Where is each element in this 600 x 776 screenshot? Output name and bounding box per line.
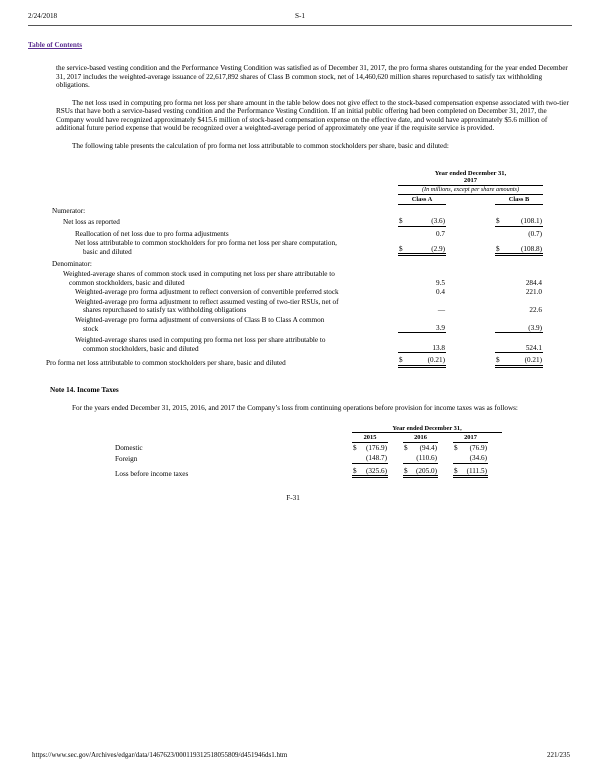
page-header [0, 0, 600, 25]
cell-value: 3.9 [436, 323, 445, 332]
page-body [46, 64, 576, 478]
table-row [115, 444, 576, 453]
paragraph-income-taxes-intro: For the years ended December 31, 2015, 2016, and 2017 the Company’s loss from continuing operations before provision for income taxes was as follows: [72, 404, 518, 413]
row-label: Domestic [115, 443, 143, 452]
row-label-text: Weighted-average pro forma adjustment to reflect assumed vesting of two-tier RSUs, net of shares repurchased to satisfy tax withholding obligations [75, 297, 339, 315]
cell-value: 221.0 [525, 288, 542, 297]
value-cell-class-b [495, 279, 543, 288]
cell-value: 524.1 [525, 343, 542, 352]
value-cell-class-b [495, 306, 543, 315]
dollar-sign: $ [496, 244, 500, 253]
cell-value: (108.8) [521, 244, 542, 253]
row-label [46, 239, 398, 256]
value-cell-2016 [403, 454, 438, 464]
row-label-text: Weighted-average shares used in computing pro forma net loss per share attributable to common stockholders, basic and diluted [75, 336, 326, 353]
year-header: 2016 [403, 434, 438, 443]
cell-value: (325.6) [366, 466, 387, 475]
dollar-sign: $ [404, 443, 408, 452]
value-cell-class-a [398, 288, 446, 297]
cell-value: (76.9) [469, 443, 487, 452]
value-cell-class-b [495, 356, 543, 368]
cell-value: (0.21) [427, 356, 445, 365]
cell-value: 0.4 [436, 288, 445, 297]
source-url: https://www.sec.gov/Archives/edgar/data/1467623/000119312518055809/d451946ds1.htm [32, 751, 288, 759]
value-cell-class-a [398, 230, 446, 239]
value-cell-class-a [398, 245, 446, 257]
row-label-text: Net loss attributable to common stockholders for pro forma net loss per share computation, basic and diluted [75, 239, 337, 256]
row-label-text: Denominator: [52, 260, 92, 269]
period-header-line2: 2017 [463, 176, 478, 184]
table-row [46, 270, 576, 287]
cell-value: (94.4) [419, 443, 437, 452]
row-label: Loss before income taxes [115, 469, 189, 478]
table-row [46, 239, 576, 256]
dollar-sign: $ [454, 443, 458, 452]
dollar-sign: $ [496, 217, 500, 226]
value-cell-2017 [453, 444, 488, 453]
year-span-header: Year ended December 31, [352, 425, 502, 434]
loss-table-body [115, 444, 576, 478]
value-cell-class-b [495, 288, 543, 297]
value-cell-2015 [352, 444, 388, 453]
cell-value: 284.4 [525, 278, 542, 287]
dollar-sign: $ [399, 217, 403, 226]
column-header-class-b: Class B [495, 196, 543, 205]
value-cell-class-a [398, 217, 446, 227]
value-cell-class-a [398, 306, 446, 315]
header-rule [398, 194, 543, 195]
loss-before-taxes-table [115, 425, 576, 479]
value-cell-class-b [495, 217, 543, 227]
cell-value: (110.6) [416, 453, 437, 462]
row-label [46, 359, 398, 368]
period-header-line1: Year ended December 31, [434, 169, 507, 177]
table-row [46, 336, 576, 353]
cell-value: (205.0) [416, 466, 437, 475]
column-headers [398, 196, 543, 205]
row-label [46, 207, 398, 216]
pro-forma-eps-table [46, 170, 576, 368]
note-14-heading: Note 14. Income Taxes [50, 385, 119, 394]
row-label [46, 218, 398, 227]
paragraph-net-loss-computation: The net loss used in computing pro forma net loss per share amount in the table below does not give effect to the stock-based compensation expense associated with two-tier RSUs that have both a service-based vesting condition and the Performance Vesting Condition. If an initial public offering had been completed on December 31, 2017, the Company would have recognized approximately $415.6 million of stock-based compensation expense on the effective date, and would have approximately $5.6 million of additional future period expense that would be recognized over a weighted-average period of approximately one year if the requisite service is provided. [56, 99, 569, 133]
year-header: 2015 [352, 434, 388, 443]
table-row [46, 288, 576, 297]
pro-forma-table-header [398, 170, 543, 206]
cell-value: (3.9) [528, 323, 542, 332]
value-cell-class-b [495, 230, 543, 239]
row-label [46, 260, 398, 269]
table-row [46, 356, 576, 368]
cell-value: (108.1) [521, 217, 542, 226]
dollar-sign: $ [404, 466, 408, 475]
value-cell-2017 [453, 467, 488, 479]
page-number-label: F-31 [286, 494, 300, 502]
row-label [46, 270, 398, 287]
row-label [46, 298, 398, 315]
row-label [46, 288, 398, 297]
row-label-text: Weighted-average pro forma adjustment to reflect conversion of convertible preferred stock [75, 288, 339, 297]
form-type-label: S-1 [295, 12, 305, 20]
page-indicator: 221/235 [547, 751, 570, 759]
table-of-contents-link[interactable]: Table of Contents [28, 41, 83, 49]
cell-value: (3.6) [431, 217, 445, 226]
cell-value: 9.5 [436, 278, 445, 287]
row-label [46, 316, 398, 333]
value-cell-2017 [453, 454, 488, 464]
row-label: Foreign [115, 454, 138, 463]
value-cell-class-b [495, 344, 543, 354]
cell-value: (148.7) [366, 453, 387, 462]
row-label-text: Reallocation of net loss due to pro forma adjustments [75, 229, 229, 238]
value-cell-class-b [495, 324, 543, 334]
row-label-text: Net loss as reported [63, 218, 120, 227]
cell-value: (34.6) [469, 453, 487, 462]
row-label [46, 336, 398, 353]
print-date: 2/24/2018 [28, 12, 58, 20]
row-label-text: Weighted-average pro forma adjustment of conversions of Class B to Class A common stock [75, 316, 325, 333]
dollar-sign: $ [399, 244, 403, 253]
value-cell-2016 [403, 467, 438, 479]
dollar-sign: $ [353, 443, 357, 452]
table-row [46, 217, 576, 227]
table-row [46, 298, 576, 315]
dollar-sign: $ [399, 356, 403, 365]
value-cell-2015 [352, 467, 388, 479]
cell-value: 0.7 [436, 229, 445, 238]
row-label-text: Pro forma net loss attributable to common stockholders per share, basic and diluted [46, 359, 286, 368]
cell-value: (0.7) [528, 229, 542, 238]
table-row [46, 207, 576, 216]
cell-value: 22.6 [529, 306, 542, 315]
cell-value: — [437, 306, 445, 315]
dollar-sign: $ [496, 356, 500, 365]
table-row [115, 467, 576, 479]
value-cell-2016 [403, 444, 438, 453]
table-row [115, 454, 576, 464]
value-cell-class-a [398, 356, 446, 368]
paragraph-table-intro: The following table presents the calculation of pro forma net loss attributable to common stockholders per share, basic and diluted: [72, 142, 449, 151]
row-label-text: Numerator: [52, 207, 86, 216]
dollar-sign: $ [353, 466, 357, 475]
cell-value: (2.9) [431, 244, 445, 253]
value-cell-2015 [352, 454, 388, 464]
page-footer [32, 751, 570, 759]
table-row [46, 230, 576, 239]
units-note: (In millions, except per share amounts) [421, 186, 520, 194]
cell-value: (111.5) [466, 466, 487, 475]
value-cell-class-b [495, 245, 543, 257]
value-cell-class-a [398, 344, 446, 354]
cell-value: (176.9) [366, 443, 387, 452]
paragraph-vesting-condition: the service-based vesting condition and the Performance Vesting Condition was satisfied as of December 31, 2017, the pro forma shares outstanding for the year ended December 31, 2017 includes the weighted-average issuance of 22,617,892 shares of Class B common stock, net of 14,460,620 million shares repurchased to satisfy tax withholding obligations. [56, 64, 568, 89]
dollar-sign: $ [454, 466, 458, 475]
year-column-headers [352, 434, 576, 443]
year-header: 2017 [453, 434, 488, 443]
column-header-class-a: Class A [398, 196, 446, 205]
table-of-contents [28, 41, 600, 49]
row-label-text: Weighted-average shares of common stock used in computing net loss per share attributable to common stockholders, basic and diluted [63, 270, 335, 287]
row-label [46, 230, 398, 239]
value-cell-class-a [398, 324, 446, 334]
cell-value: 13.8 [432, 343, 445, 352]
header-divider [28, 25, 572, 26]
pro-forma-table-body [46, 207, 576, 368]
table-row [46, 260, 576, 269]
cell-value: (0.21) [524, 356, 542, 365]
table-row [46, 316, 576, 333]
value-cell-class-a [398, 279, 446, 288]
